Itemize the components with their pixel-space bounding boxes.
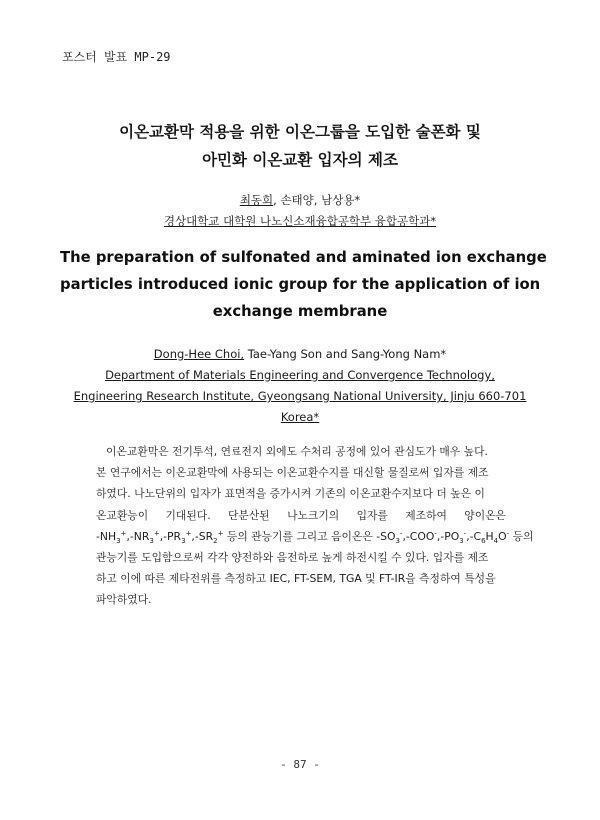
korean-authors-block — [40, 190, 560, 232]
abstract-line-formulas — [96, 526, 534, 547]
abstract-word: 단분산된 — [228, 508, 270, 522]
formula-c6h4o: $-C_6H_4O^-$ — [469, 529, 510, 545]
korean-affiliation: 경상대학교 대학원 나노신소재융합공학부 융합공학과* — [163, 214, 437, 228]
abstract-word: 제조하여 — [405, 508, 447, 522]
english-title — [60, 244, 547, 325]
abstract-line: 관능기를 도입함으로써 각각 양전하와 음전하로 높게 하전시킬 수 있다. 입자를 제조 — [96, 551, 489, 565]
english-title-line: The preparation of sulfonated and aminated ion exchange — [60, 249, 547, 266]
abstract-text: 등의 — [512, 529, 534, 543]
formula-nr3: $-NR_3^+$, — [129, 529, 164, 545]
abstract-word: 온교환능이 — [96, 508, 149, 522]
abstract-line: 이온교환막은 전기투석, 연료전지 외에도 수처리 공정에 있어 관심도가 매우 높다. — [106, 445, 488, 458]
korean-presenting-author: 최동희 — [239, 193, 274, 207]
korean-coauthors: , 손태양, 남상용* — [273, 193, 361, 207]
english-title-line: exchange membrane — [212, 303, 388, 320]
formula-pr3: $-PR_3^+$, — [163, 529, 195, 545]
abstract-word: 나노크기의 — [287, 508, 340, 522]
korean-title-line: 아민화 이온교환 입자의 제조 — [202, 151, 398, 169]
abstract-line: 파악하였다. — [96, 593, 152, 607]
english-coauthors: Tae-Yang Son and Sang-Yong Nam* — [244, 347, 447, 361]
formula-coo: -COO-, — [405, 529, 441, 543]
page-number: - 87 - — [280, 758, 320, 771]
abstract-body — [96, 441, 534, 611]
english-affiliation-line: Department of Materials Engineering and Convergence Technology, — [105, 368, 495, 382]
abstract-word: 양이온은 — [464, 508, 506, 522]
formula-po3: $-PO_3^-$, — [440, 529, 470, 545]
abstract-line: 하였다. 나노단위의 입자가 표면적을 증가시켜 기존의 이온교환수지보다 더 높은 이 — [96, 487, 485, 501]
abstract-line: 하고 이에 따른 제타전위를 측정하고 IEC, FT-SEM, TGA 및 FT-IR을 측정하여 특성을 — [96, 572, 496, 586]
formula-sr2: $-SR_2^+$ — [194, 529, 224, 545]
english-affiliation-line: Engineering Research Institute, Gyeongsang National University, Jinju 660-701 — [73, 389, 527, 403]
english-title-line: particles introduced ionic group for the application of ion — [60, 276, 541, 293]
abstract-line — [96, 505, 506, 526]
abstract-word: 기대된다. — [165, 508, 211, 522]
session-tag: 포스터 발표 MP-29 — [62, 50, 171, 64]
abstract-word: 입자를 — [356, 508, 388, 522]
english-authors-block — [40, 344, 560, 428]
abstract-line: 본 연구에서는 이온교환막에 사용되는 이온교환수지를 대신할 물질로써 입자를 제조 — [96, 466, 489, 480]
abstract-text: 등의 관능기를 그리고 음이온은 -SO — [226, 529, 396, 543]
english-presenting-author: Dong-Hee Choi, — [153, 347, 245, 361]
korean-authors — [40, 190, 560, 211]
formula-nh3: $-NH_3^+$, — [96, 529, 130, 545]
english-authors — [40, 344, 560, 365]
korean-title — [40, 118, 560, 174]
formula-so3: $_3$-, — [395, 529, 406, 545]
english-affiliation-line: Korea* — [280, 410, 320, 424]
korean-title-line: 이온교환막 적용을 위한 이온그룹을 도입한 술폰화 및 — [119, 123, 481, 141]
